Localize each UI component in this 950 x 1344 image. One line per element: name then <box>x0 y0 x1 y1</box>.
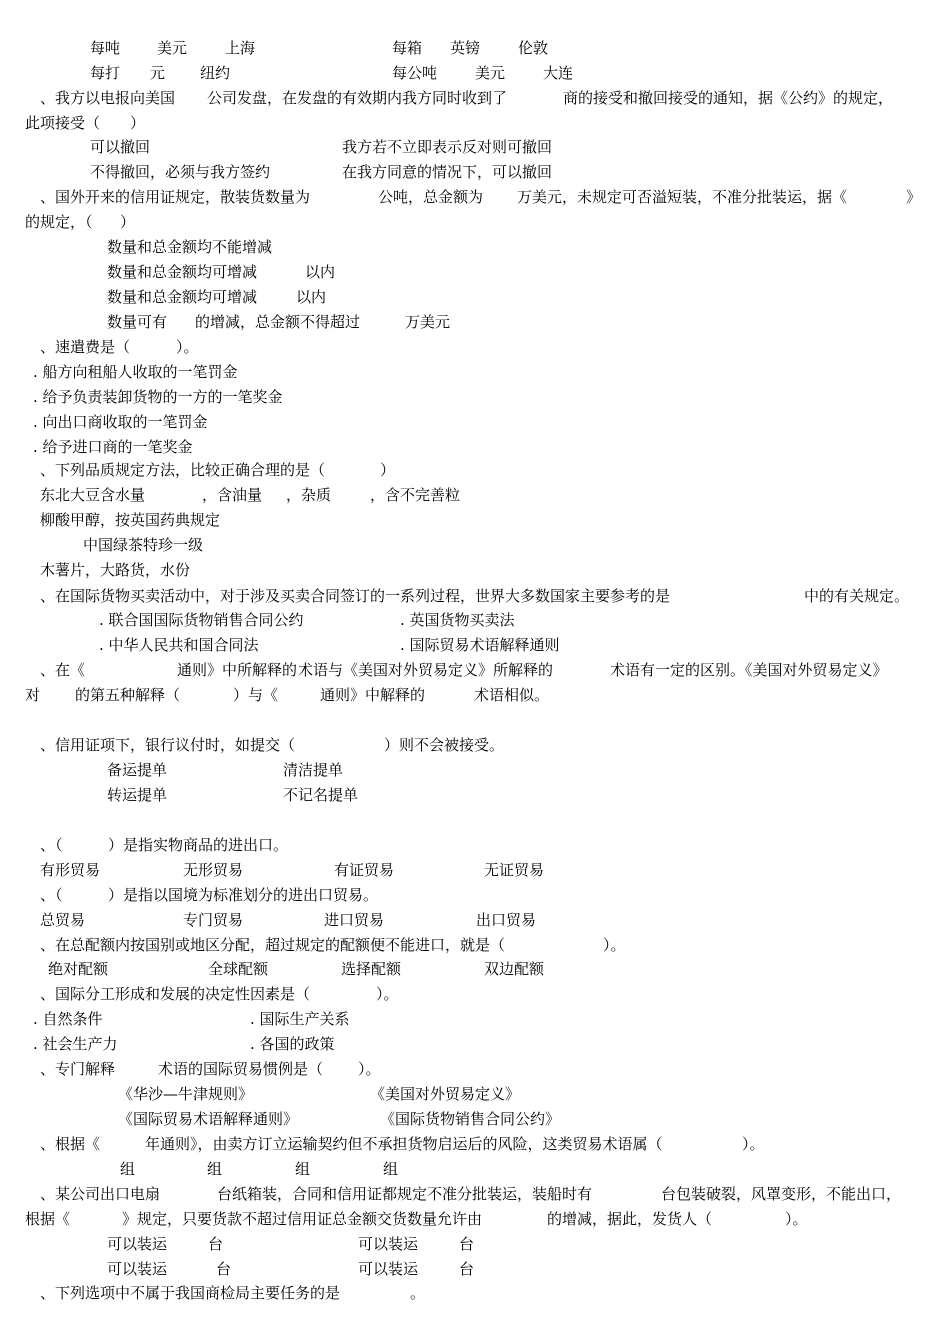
text-line-33-seg-1: 专门贸易 <box>183 911 244 929</box>
text-line-19-seg-0: 柳酸甲醇，按英国药典规定 <box>40 511 221 529</box>
text-line-27-seg-0: 、信用证项下，银行议付时，如提交（ <box>40 736 296 754</box>
text-line-2-seg-2: 商的接受和撤回接受的通知，据《公约》的规定， <box>563 89 894 107</box>
text-line-29-seg-1: 不记名提单 <box>283 786 359 804</box>
text-line-31-seg-2: 有证贸易 <box>334 861 395 879</box>
text-line-48-seg-0: 、下列选项中不属于我国商检局主要任务的是 <box>40 1284 341 1302</box>
text-line-0-seg-3: 每箱 <box>392 39 423 57</box>
text-line-0-seg-4: 英镑 <box>450 39 481 57</box>
text-line-0-seg-0: 每吨 <box>90 39 121 57</box>
text-line-11-seg-1: 的增减，总金额不得超过 <box>195 313 361 331</box>
text-line-22-seg-1: 中的有关规定。 <box>804 587 910 605</box>
text-line-44-seg-1: 台纸箱装，合同和信用证都规定不准分批装运，装船时有 <box>217 1185 593 1203</box>
text-line-45-seg-0: 根据《 <box>25 1210 71 1228</box>
text-line-36-seg-0: 、国际分工形成和发展的决定性因素是（ <box>40 985 311 1003</box>
text-line-47-seg-3: 台 <box>459 1260 475 1278</box>
text-line-43-seg-0: 组 <box>120 1160 136 1178</box>
text-line-32-seg-1: ）是指以国境为标准划分的进出口贸易。 <box>108 886 379 904</box>
text-line-4-seg-0: 可以撤回 <box>90 138 151 156</box>
text-line-35-seg-2: 选择配额 <box>341 960 402 978</box>
text-line-1-seg-0: 每打 <box>90 64 121 82</box>
text-line-24-seg-0: . 中华人民共和国合同法 <box>99 636 259 654</box>
text-line-38-seg-0: . 社会生产力 <box>33 1035 118 1053</box>
text-line-42-seg-1: 年通则》，由卖方订立运输契约但不承担货物启运后的风险，这类贸易术语属（ <box>145 1135 663 1153</box>
text-line-41-seg-0: 《国际贸易术语解释通则》 <box>118 1110 299 1128</box>
text-line-7-seg-0: 的规定，（ <box>25 213 93 231</box>
text-line-30-seg-1: ）是指实物商品的进出口。 <box>108 836 289 854</box>
text-line-6-seg-0: 、国外开来的信用证规定，散装货数量为 <box>40 188 311 206</box>
text-line-33-seg-2: 进口贸易 <box>324 911 385 929</box>
text-line-17-seg-1: ） <box>380 461 396 479</box>
text-line-24-seg-1: . 国际贸易术语解释通则 <box>400 636 560 654</box>
text-line-26-seg-2: ）与《 <box>233 686 279 704</box>
text-line-23-seg-1: . 英国货物买卖法 <box>400 611 515 629</box>
text-line-39-seg-0: 、专门解释 <box>40 1060 116 1078</box>
text-line-18-seg-3: ，含不完善粒 <box>370 486 461 504</box>
text-line-36-seg-1: ）。 <box>376 985 399 1003</box>
text-line-29-seg-0: 转运提单 <box>107 786 168 804</box>
text-line-14-seg-0: . 给予负责装卸货物的一方的一笔奖金 <box>33 388 283 406</box>
text-line-32-seg-0: 、（ <box>40 886 63 904</box>
text-line-46-seg-3: 台 <box>459 1235 475 1253</box>
text-line-6-seg-2: 万美元，未规定可否溢短装，不准分批装运，据《 <box>517 188 848 206</box>
text-line-33-seg-0: 总贸易 <box>40 911 86 929</box>
text-line-10-seg-0: 数量和总金额均可增减 <box>107 288 258 306</box>
text-line-4-seg-1: 我方若不立即表示反对则可撤回 <box>342 138 553 156</box>
text-line-42-seg-0: 、根据《 <box>40 1135 101 1153</box>
text-line-16-seg-0: . 给予进口商的一笔奖金 <box>33 438 193 456</box>
text-line-27-seg-1: ）则不会被接受。 <box>384 736 505 754</box>
text-line-43-seg-2: 组 <box>295 1160 311 1178</box>
text-line-47-seg-1: 台 <box>216 1260 232 1278</box>
text-line-34-seg-0: 、在总配额内按国别或地区分配，超过规定的配额便不能进口，就是（ <box>40 936 506 954</box>
text-line-0-seg-2: 上海 <box>225 39 256 57</box>
text-line-46-seg-2: 可以装运 <box>358 1235 419 1253</box>
text-line-13-seg-0: . 船方向租船人收取的一笔罚金 <box>33 363 238 381</box>
text-line-2-seg-0: 、我方以电报向美国 <box>40 89 176 107</box>
text-line-10-seg-1: 以内 <box>296 288 327 306</box>
text-line-9-seg-1: 以内 <box>305 263 336 281</box>
text-line-26-seg-1: 的第五种解释（ <box>75 686 181 704</box>
text-line-42-seg-2: ）。 <box>742 1135 765 1153</box>
text-line-2-seg-1: 公司发盘，在发盘的有效期内我方同时收到了 <box>207 89 508 107</box>
text-line-12-seg-1: ）。 <box>176 338 199 356</box>
text-line-48-seg-1: 。 <box>410 1284 426 1302</box>
text-line-33-seg-3: 出口贸易 <box>476 911 537 929</box>
text-line-40-seg-0: 《华沙—牛津规则》 <box>118 1085 254 1103</box>
text-line-5-seg-1: 在我方同意的情况下，可以撤回 <box>342 163 553 181</box>
text-line-1-seg-5: 大连 <box>543 64 574 82</box>
text-line-25-seg-1: 通则》中所解释的 <box>177 661 298 679</box>
text-line-37-seg-0: . 自然条件 <box>33 1010 103 1028</box>
text-line-6-seg-1: 公吨，总金额为 <box>378 188 484 206</box>
text-line-28-seg-1: 清洁提单 <box>283 761 344 779</box>
text-line-35-seg-3: 双边配额 <box>484 960 545 978</box>
text-line-18-seg-2: ，杂质 <box>286 486 332 504</box>
text-line-25-seg-2: 术语与《美国对外贸易定义》所解释的 <box>298 661 554 679</box>
text-line-44-seg-2: 台包装破裂，风罩变形，不能出口， <box>661 1185 902 1203</box>
text-line-35-seg-1: 全球配额 <box>208 960 269 978</box>
text-line-31-seg-0: 有形贸易 <box>40 861 101 879</box>
text-line-31-seg-1: 无形贸易 <box>183 861 244 879</box>
text-line-8-seg-0: 数量和总金额均不能增减 <box>107 238 273 256</box>
text-line-43-seg-3: 组 <box>383 1160 399 1178</box>
text-line-46-seg-1: 台 <box>208 1235 224 1253</box>
text-line-25-seg-0: 、在《 <box>40 661 86 679</box>
text-line-28-seg-0: 备运提单 <box>107 761 168 779</box>
text-line-12-seg-0: 、速遣费是（ <box>40 338 131 356</box>
text-line-30-seg-0: 、（ <box>40 836 63 854</box>
text-line-18-seg-1: ，含油量 <box>202 486 263 504</box>
text-line-1-seg-3: 每公吨 <box>392 64 438 82</box>
text-line-39-seg-1: 术语的国际贸易惯例是（ <box>158 1060 324 1078</box>
text-line-38-seg-1: . 各国的政策 <box>250 1035 335 1053</box>
text-line-26-seg-3: 通则》中解释的 <box>320 686 426 704</box>
text-line-45-seg-3: ）。 <box>785 1210 808 1228</box>
text-line-25-seg-3: 术语有一定的区别。《美国对外贸易定义》 <box>610 661 888 679</box>
text-line-40-seg-1: 《美国对外贸易定义》 <box>370 1085 521 1103</box>
text-line-0-seg-1: 美元 <box>157 39 188 57</box>
text-line-39-seg-2: ）。 <box>358 1060 381 1078</box>
text-line-45-seg-2: 的增减，据此，发货人（ <box>547 1210 713 1228</box>
text-line-5-seg-0: 不得撤回，必须与我方签约 <box>90 163 271 181</box>
text-line-1-seg-4: 美元 <box>475 64 506 82</box>
text-line-47-seg-2: 可以装运 <box>358 1260 419 1278</box>
text-line-15-seg-0: . 向出口商收取的一笔罚金 <box>33 413 208 431</box>
text-line-44-seg-0: 、某公司出口电扇 <box>40 1185 161 1203</box>
text-line-31-seg-3: 无证贸易 <box>484 861 545 879</box>
text-line-18-seg-0: 东北大豆含水量 <box>40 486 146 504</box>
text-line-0-seg-5: 伦敦 <box>518 39 549 57</box>
text-line-26-seg-4: 术语相似。 <box>474 686 550 704</box>
text-line-34-seg-1: ）。 <box>603 936 626 954</box>
text-line-1-seg-2: 纽约 <box>200 64 231 82</box>
text-line-22-seg-0: 、在国际货物买卖活动中，对于涉及买卖合同签订的一系列过程，世界大多数国家主要参考的是 <box>40 587 671 605</box>
text-line-21-seg-0: 木薯片，大路货，水份 <box>40 561 191 579</box>
text-line-9-seg-0: 数量和总金额均可增减 <box>107 263 258 281</box>
text-line-35-seg-0: 绝对配额 <box>48 960 109 978</box>
text-line-20-seg-0: 中国绿茶特珍一级 <box>83 536 204 554</box>
text-line-26-seg-0: 对 <box>25 686 41 704</box>
text-line-46-seg-0: 可以装运 <box>107 1235 168 1253</box>
text-line-1-seg-1: 元 <box>150 64 166 82</box>
text-line-45-seg-1: 》规定，只要货款不超过信用证总金额交货数量允许由 <box>122 1210 483 1228</box>
text-line-3-seg-1: ） <box>130 114 146 132</box>
text-line-3-seg-0: 此项接受（ <box>25 114 101 132</box>
text-line-11-seg-2: 万美元 <box>405 313 451 331</box>
text-line-17-seg-0: 、下列品质规定方法，比较正确合理的是（ <box>40 461 326 479</box>
text-line-37-seg-1: . 国际生产关系 <box>250 1010 350 1028</box>
text-line-7-seg-1: ） <box>120 213 136 231</box>
text-line-23-seg-0: . 联合国国际货物销售合同公约 <box>99 611 304 629</box>
text-line-47-seg-0: 可以装运 <box>107 1260 168 1278</box>
text-line-43-seg-1: 组 <box>207 1160 223 1178</box>
text-line-11-seg-0: 数量可有 <box>107 313 168 331</box>
text-line-41-seg-1: 《国际货物销售合同公约》 <box>380 1110 561 1128</box>
text-line-6-seg-3: 》 <box>906 188 922 206</box>
